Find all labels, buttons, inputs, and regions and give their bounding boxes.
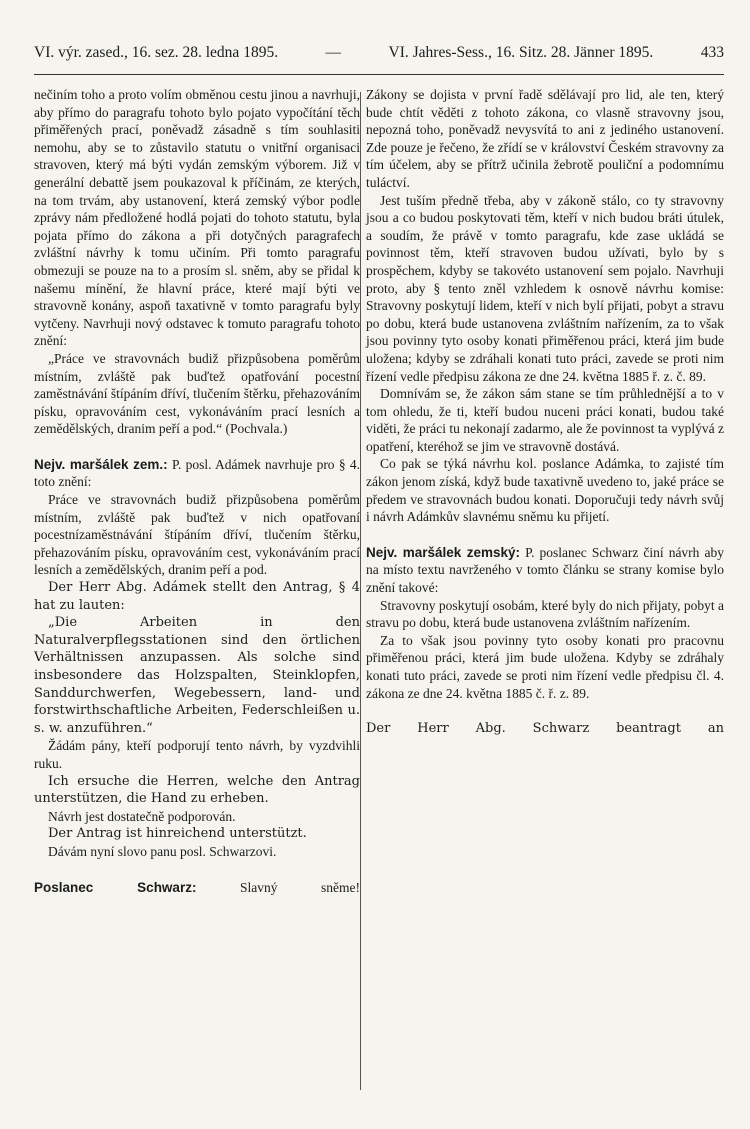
paragraph: Návrh jest dostatečně podporován. xyxy=(48,808,236,824)
german-quote: „Die Arbeiten in den Naturalverpflegsstationen sind den örtlichen Verhältnissen anzupassen. Als solche sind insbesondere das Holzspalten, Steinklopfen, Sanddurchwerfen, Wegebessern, land- und forstwirthschaftliche Arbeiten, Federschleißen u. s. w. anzuführen.“ xyxy=(34,615,360,736)
left-column xyxy=(34,86,360,896)
header-german: VI. Jahres-Sess., 16. Sitz. 28. Jänner 1895. xyxy=(388,44,654,61)
paragraph: Za to však jsou povinny tyto osoby konati pro pracovnu přiměřenou práci, která jim bude uložena. Kdyby se zdráhaly konati tuto práci, zavede se proti nim řízení vedle předpisu čl. 4. zákona ze dne 24. května 1885 č. ř. z. 89. xyxy=(366,632,724,701)
paragraph: Co pak se týká návrhu kol. poslance Adámka, to zajisté tím zákon jenom získá, když bude taxativně uvedeno to, jaké práce se předem ve stravovnách budou konati. Doporučuji tedy návrh svůj i návrh Adámkův slavnému sněmu ku přijetí. xyxy=(366,456,724,525)
paragraph: Stravovny poskytují osobám, které byly do nich přijaty, pobyt a stravu po dobu, která bude ustanovena zvláštním nařízením. xyxy=(366,597,724,631)
paragraph: Jest tuším předně třeba, aby v zákoně stálo, co ty stravovny jsou a co budou poskytovati těm, kteří v nich budou bráti útulek, a soudím, že právě v tomto paragrafu, kde zase ukládá se povinnost těm, kteří stravoven budou užívati, bylo by s prospěchem, kdyby se takovéto ustanovení sem pojalo. Navrhuji proto, aby § tento zněl vzhledem k osnově návrhu komise: Stravovny poskytují lidem, kteří v nich bylí přijati, pobyt a stravu po dobu, která bude ustanovena zvláštním nařízením, za to však jsou povinny tyto osoby konati přiměřenou práci, která jim bude uložena; kdyby se zdráhali konati tuto práci, zavede se proti nim řízení vedle předpisu zákona ze dne 24. května 1885 ř. z. č. 89. xyxy=(366,192,724,384)
speaker-name: Poslanec Schwarz: xyxy=(34,879,197,895)
speaker-paragraph: Nejv. maršálek zemský: P. poslanec Schwarz činí návrh aby na místo textu navrženého v tomto článku se strany komise bylo znění takové: xyxy=(366,544,724,596)
page-number: 433 xyxy=(700,44,724,61)
german-paragraph: Der Antrag ist hinreichend unterstützt. xyxy=(48,826,307,842)
paragraph: Dávám nyní slovo panu posl. Schwarzovi. xyxy=(48,843,277,859)
paragraph: Práce ve stravovnách budiž přizpůsobena poměrům místním, zvláště pak buďtež v nich opatřovaní pocestnízaměstnávání štípáním dříví, tlučením štěrku, přehazováním písku, opravováním cest, vykonáváním prací lesních a zemědělských, dranim peří a pod. xyxy=(34,492,360,578)
speaker-name: Nejv. maršálek zem.: xyxy=(34,456,168,472)
header-separator: — xyxy=(325,44,342,61)
paragraph: nečiním toho a proto volím obměnou cestu jinou a navrhuji, aby přímo do paragrafu tohoto bylo pojato vypočítání těch přiměřených prací, poněvadž zásadně s tím souhlasiti nemohu, aby se to zůstavilo statutu o vnitřní organisaci stravoven, který má býti vydán zemským výborem. Již v generální debattě jsem poukazoval k příčinám, ze kterých, na tom trvám, aby ustanovení, která zemský výbor podle zprávy nám předložené hodlá pojati do tohoto statutu, byla pojata přímo do zákona a při dotyčných paragrafech zvláštní návrhy k tomu učiním. Při tomto paragrafu obmezuji se pouze na to a prosím sl. sněm, aby se přidal k našemu mínění, že hlavní práce, které mají býti ve stravovně konány, aspoň taxativně v tomto paragrafu byly vytčeny. Navrhuji nový odstavec k tomuto paragrafu tohoto znění: xyxy=(34,87,360,349)
paragraph: Domnívám se, že zákon sám stane se tím průhlednější a to v tom ohledu, že ti, kteří budou nuceni práci konati, budou také viděti, že práci tu nekonají zadarmo, ale že povinnost ta vyplývá z opatření, kteréhož se jim ve stravovně dostává. xyxy=(366,386,724,454)
quoted-motion: „Práce ve stravovnách budiž přizpůsobena poměrům místním, zvláště pak buďtež opatřování pocestní zaměstnávání štípáním dříví, tlučením štěrku, přehazováním písku, opravováním cest, vykonáváním prací lesních a zemědělských, dranim peří a pod.“ (Pochvala.) xyxy=(34,350,360,437)
header-rule xyxy=(34,74,724,75)
paragraph: Žádám pány, kteří podporují tento návrh, by vyzdvihli ruku. xyxy=(34,738,360,771)
header-czech: VI. výr. zased., 16. sez. 28. ledna 1895. xyxy=(34,44,279,61)
right-column xyxy=(366,86,724,738)
running-header xyxy=(34,44,724,70)
german-paragraph: Ich ersuche die Herren, welche den Antrag unterstützen, die Hand zu erheben. xyxy=(34,773,360,807)
speaker-paragraph: Poslanec Schwarz: Slavný sněme! xyxy=(34,879,360,895)
paragraph: Zákony se dojista v první řadě sdělávají pro lid, ale ten, který bude chtít věděti z tohoto zákona, co vlasně stravovny jsou, nepozná toho, poněvadž nevysvítá to ani z jediného ustanovení. Zde pouze je řečeno, že zřídí se v království Českém stravovny za tím účelem, aby se přítrž učinila žebrotě pouliční a podomnímu tuláctví. xyxy=(366,87,724,190)
german-paragraph: Der Herr Abg. Schwarz beantragt an xyxy=(366,721,724,737)
speaker-name: Nejv. maršálek zemský: xyxy=(366,544,520,560)
german-paragraph: Der Herr Abg. Adámek stellt den Antrag, § 4 hat zu lauten: xyxy=(34,580,360,613)
speaker-paragraph: Nejv. maršálek zem.: P. posl. Adámek navrhuje pro § 4. toto znění: xyxy=(34,456,361,490)
column-divider xyxy=(360,92,361,1090)
